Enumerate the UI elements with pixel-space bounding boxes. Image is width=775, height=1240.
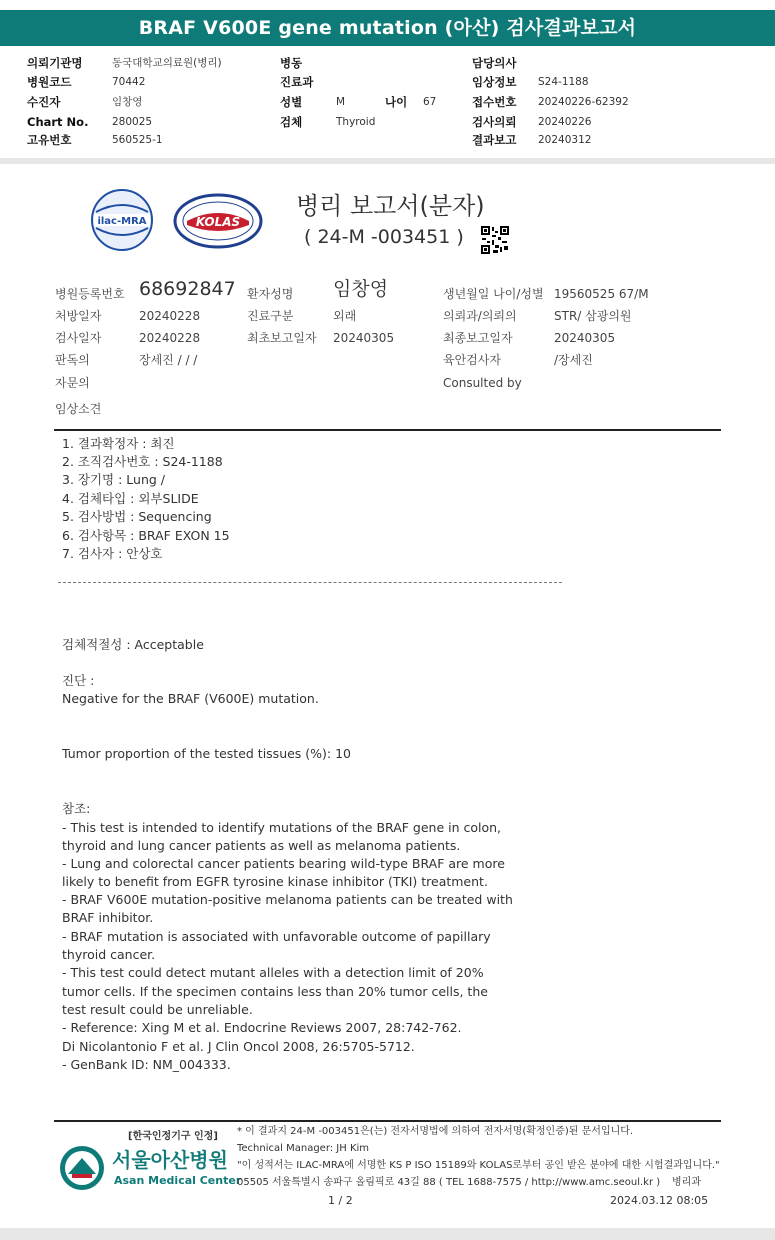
footer-divider: [54, 1120, 721, 1122]
first-report-value: 20240305: [333, 331, 395, 345]
reg-no-value: 68692847: [139, 278, 236, 300]
note-line: BRAF inhibitor.: [62, 910, 154, 925]
final-report-value: 20240305: [554, 331, 616, 345]
specimen-adequacy: 검체적절성 : Acceptable: [62, 637, 204, 652]
footer-signature-note: * 이 결과지 24-M -003451은(는) 전자서명법에 의하여 전자서명(확정인증)된 문서입니다.: [237, 1126, 634, 1137]
note-line: - BRAF V600E mutation-positive melanoma patients can be treated with: [62, 892, 513, 907]
rx-date-value: 20240228: [139, 309, 201, 323]
footer-technical-manager: Technical Manager: JH Kim: [237, 1143, 370, 1154]
ilac-logo-text: ilac-MRA: [97, 216, 147, 227]
page-number: 1 / 2: [328, 1194, 353, 1207]
gross-examiner-value: /장세진: [554, 353, 593, 367]
clinical-findings-label: 임상소견: [55, 402, 102, 416]
patient-name-label: 환자성명: [247, 287, 294, 301]
header-label-sex: 성별: [280, 95, 303, 109]
dept-type-value: 외래: [333, 309, 357, 323]
header-value-chart-no: 280025: [112, 116, 153, 128]
header-label-department: 진료과: [280, 75, 314, 89]
item-line: 2. 조직검사번호 : S24-1188: [62, 454, 223, 469]
header-label-specimen: 검체: [280, 115, 303, 129]
note-line: - GenBank ID: NM_004333.: [62, 1057, 231, 1072]
header-value-request-date: 20240226: [538, 116, 592, 128]
diagnosis-label: 진단 :: [62, 673, 95, 688]
item-line: 5. 검사방법 : Sequencing: [62, 509, 212, 524]
note-line: - BRAF mutation is associated with unfavorable outcome of papillary: [62, 929, 491, 944]
note-line: test result could be unreliable.: [62, 1002, 253, 1017]
header-label-unique-no: 고유번호: [27, 133, 72, 147]
rx-date-label: 처방일자: [55, 309, 102, 323]
report-number: ( 24-M -003451 ): [304, 226, 464, 248]
final-report-label: 최종보고일자: [443, 331, 513, 345]
note-line: Di Nicolantonio F et al. J Clin Oncol 2008, 26:5705-5712.: [62, 1039, 415, 1054]
section-separator: [0, 158, 775, 164]
reader-value: 장세진 / / /: [139, 353, 198, 367]
hospital-name-kr: 서울아산병원: [112, 1148, 228, 1172]
header-label-request-date: 검사의뢰: [472, 115, 517, 129]
report-title-bar: [0, 10, 775, 46]
dob-label: 생년월일 나이/성별: [443, 287, 544, 301]
note-line: - This test could detect mutant alleles with a detection limit of 20%: [62, 965, 484, 980]
header-label-clinical-info: 임상정보: [472, 75, 517, 89]
report-subtitle: 병리 보고서(분자): [296, 192, 485, 220]
header-value-patient: 임창영: [112, 96, 143, 108]
footer-address: 05505 서울특별시 송파구 올림픽로 43길 88 ( TEL 1688-7575 / http://www.amc.seoul.kr ): [237, 1177, 661, 1188]
item-line: 3. 장기명 : Lung /: [62, 472, 165, 487]
reader-label: 판독의: [55, 353, 90, 367]
note-line: tumor cells. If the specimen contains less than 20% tumor cells, the: [62, 984, 488, 999]
item-line: 4. 검체타입 : 외부SLIDE: [62, 491, 199, 506]
item-line: 1. 결과확정자 : 최진: [62, 436, 175, 451]
referral-label: 의뢰과/의뢰의: [443, 309, 517, 323]
first-report-label: 최초보고일자: [247, 331, 317, 345]
header-label-report-date: 결과보고: [472, 133, 517, 147]
header-value-age: 67: [423, 96, 437, 108]
header-value-receipt-no: 20240226-62392: [538, 96, 629, 108]
print-timestamp: 2024.03.12 08:05: [610, 1194, 709, 1207]
hospital-emblem-icon: [58, 1144, 106, 1192]
header-label-physician: 담당의사: [472, 56, 517, 70]
note-line: - Reference: Xing M et al. Endocrine Reviews 2007, 28:742-762.: [62, 1020, 462, 1035]
hospital-name-en: Asan Medical Center: [114, 1174, 242, 1187]
dashed-divider: [58, 582, 562, 583]
consulted-by-label: Consulted by: [443, 376, 522, 390]
note-line: - Lung and colorectal cancer patients bearing wild-type BRAF are more: [62, 856, 505, 871]
header-label-chart-no: Chart No.: [27, 115, 89, 129]
qr-code-icon: [480, 225, 510, 255]
header-value-clinical-info: S24-1188: [538, 76, 589, 88]
header-label-ward: 병동: [280, 56, 303, 70]
note-line: thyroid and lung cancer patients as well as melanoma patients.: [62, 838, 461, 853]
footer-department: 병리과: [672, 1177, 701, 1188]
consultant-label: 자문의: [55, 376, 90, 390]
ilac-mra-logo-icon: [90, 188, 154, 252]
dept-type-label: 진료구분: [247, 309, 294, 323]
header-value-report-date: 20240312: [538, 134, 592, 146]
certification-label: [한국인정기구 인정]: [128, 1131, 218, 1142]
content-divider: [54, 429, 721, 431]
footer-accreditation-note: "이 성적서는 ILAC-MRA에 서명한 KS P ISO 15189와 KOLAS로부터 공인 받은 분야에 대한 시험결과입니다.": [237, 1160, 720, 1171]
report-title: BRAF V600E gene mutation (아산) 검사결과보고서: [138, 17, 637, 39]
patient-name-value: 임창영: [333, 278, 389, 300]
header-label-receipt-no: 접수번호: [472, 95, 517, 109]
item-line: 7. 검사자 : 안상호: [62, 546, 163, 561]
test-date-label: 검사일자: [55, 331, 102, 345]
header-value-specimen: Thyroid: [336, 116, 376, 128]
header-value-unique-no: 560525-1: [112, 134, 163, 146]
note-line: thyroid cancer.: [62, 947, 156, 962]
page-bottom-margin: [0, 1228, 775, 1240]
header-label-hospital-code: 병원코드: [27, 75, 72, 89]
note-line: - This test is intended to identify mutations of the BRAF gene in colon,: [62, 820, 502, 835]
note-line: likely to benefit from EGFR tyrosine kinase inhibitor (TKI) treatment.: [62, 874, 488, 889]
header-value-hospital-code: 70442: [112, 76, 146, 88]
header-label-institution: 의뢰기관명: [27, 56, 83, 70]
gross-examiner-label: 육안검사자: [443, 353, 501, 367]
notes-label: 참조:: [62, 801, 91, 816]
header-value-sex: M: [336, 96, 346, 108]
header-label-age: 나이: [385, 95, 408, 109]
header-value-institution: 동국대학교의료원(병리): [112, 57, 222, 69]
header-label-patient: 수진자: [27, 95, 61, 109]
diagnosis-text: Negative for the BRAF (V600E) mutation.: [62, 691, 319, 706]
item-line: 6. 검사항목 : BRAF EXON 15: [62, 528, 230, 543]
reg-no-label: 병원등록번호: [55, 287, 125, 301]
test-date-value: 20240228: [139, 331, 201, 345]
dob-value: 19560525 67/M: [554, 287, 649, 301]
referral-value: STR/ 삼광의원: [554, 309, 632, 323]
kolas-logo-icon: [173, 193, 263, 249]
tumor-proportion: Tumor proportion of the tested tissues (%): 10: [62, 746, 352, 761]
kolas-logo-text: KOLAS: [195, 215, 241, 229]
